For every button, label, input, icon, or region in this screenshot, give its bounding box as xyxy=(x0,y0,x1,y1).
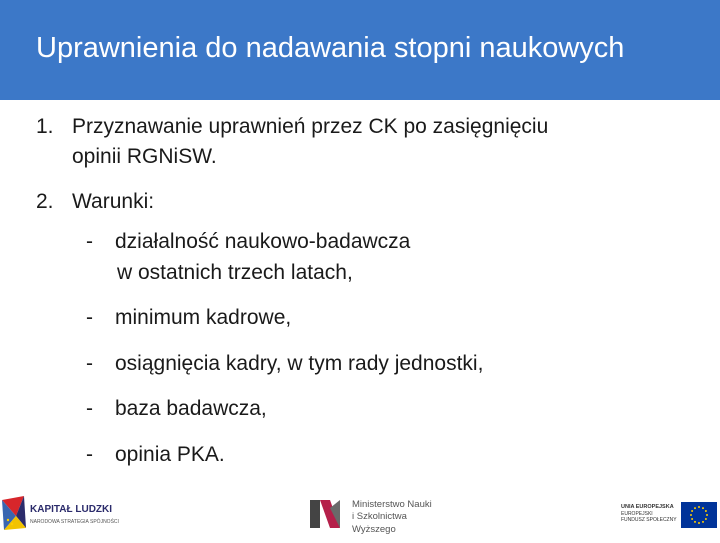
ministry-line-1: Ministerstwo Nauki xyxy=(352,499,432,510)
dash-bullet: - xyxy=(86,230,93,254)
numbered-item-2 xyxy=(36,187,696,217)
sub-item-text: minimum kadrowe, xyxy=(115,306,292,330)
sub-item-text: osiągnięcia kadry, w tym rady jednostki, xyxy=(115,351,484,375)
ministry-logo xyxy=(308,496,448,536)
dash-bullet: - xyxy=(86,442,93,466)
sub-item-text: baza badawcza, xyxy=(115,397,267,421)
eu-line-2: EUROPEJSKI xyxy=(621,510,653,517)
ministry-name xyxy=(352,499,452,536)
eu-text xyxy=(621,504,681,523)
sub-item-3 xyxy=(36,349,696,379)
sub-item-text: działalność naukowo-badawcza xyxy=(115,230,411,254)
slide-title: Uprawnienia do nadawania stopni naukowych xyxy=(36,32,625,64)
item-text-line-1: Przyznawanie uprawnień przez CK po zasięgnięciu xyxy=(72,115,549,138)
sub-item-2 xyxy=(36,303,696,333)
slide-content xyxy=(36,112,696,485)
item-text: Warunki: xyxy=(72,189,155,213)
eu-line-3: FUNDUSZ SPOŁECZNY xyxy=(621,517,677,524)
item-number: 2. xyxy=(36,189,54,213)
eu-flag-icon xyxy=(681,502,717,528)
item-number: 1. xyxy=(36,115,54,138)
sub-item-continuation: w ostatnich trzech latach, xyxy=(117,260,353,284)
kapital-ludzki-subtitle: NARODOWA STRATEGIA SPÓJNOŚCI xyxy=(30,519,119,525)
sub-item-1 xyxy=(36,227,696,288)
sub-item-5 xyxy=(36,440,696,470)
footer-logos xyxy=(0,488,720,540)
numbered-item-1 xyxy=(36,112,696,173)
sub-item-4 xyxy=(36,394,696,424)
kapital-ludzki-emblem-icon xyxy=(0,494,30,538)
kapital-ludzki-name: KAPITAŁ LUDZKI xyxy=(30,504,113,515)
title-bar xyxy=(0,0,720,100)
sub-item-text: opinia PKA. xyxy=(115,442,225,466)
kapital-ludzki-logo xyxy=(0,494,125,538)
ministry-line-2: i Szkolnictwa Wyższego xyxy=(352,511,407,535)
eu-line-1: UNIA EUROPEJSKA xyxy=(621,504,674,510)
dash-bullet: - xyxy=(86,397,93,421)
dash-bullet: - xyxy=(86,351,93,375)
item-text-line-2: opinii RGNiSW. xyxy=(72,145,217,169)
ministry-emblem-icon xyxy=(308,496,348,530)
eu-logo xyxy=(615,500,719,536)
dash-bullet: - xyxy=(86,306,93,330)
